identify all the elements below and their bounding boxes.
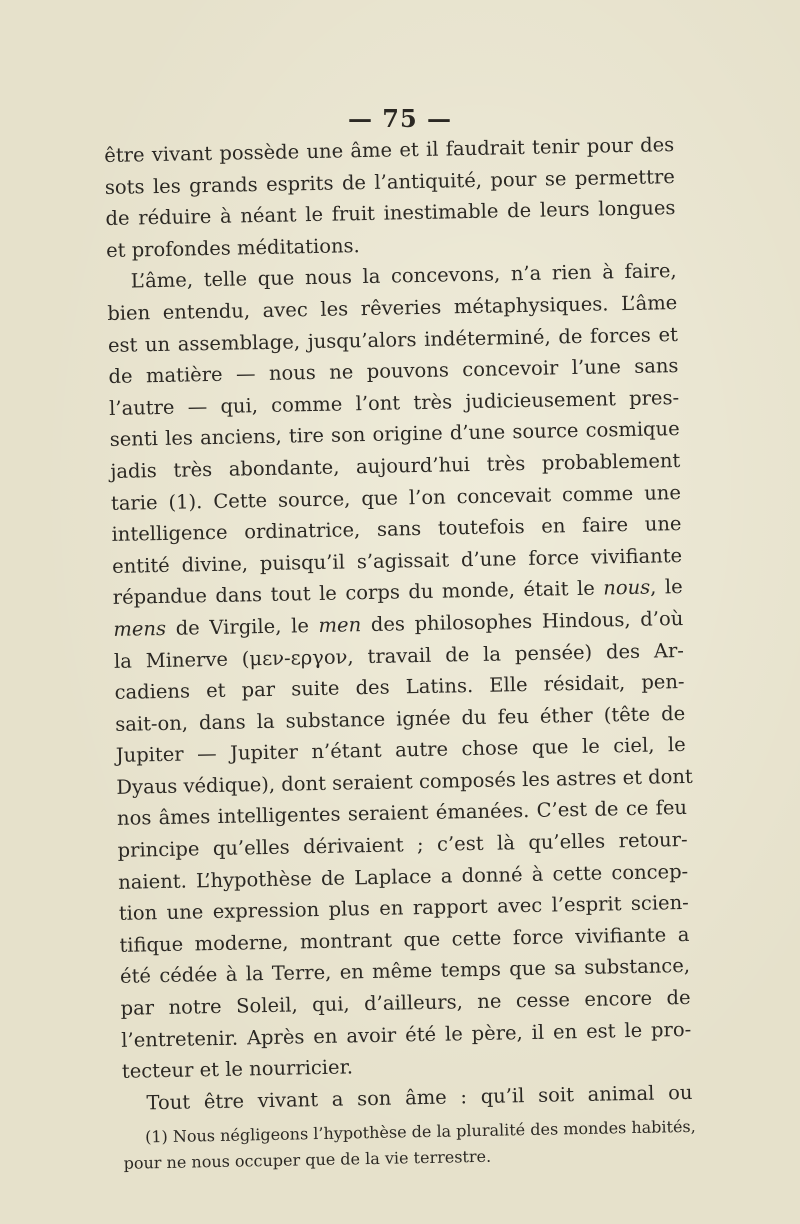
text-line: entité divine, puisqu’il s’agissait d’une force vivifiante [111,543,683,578]
text-line: tarie (1). Cette source, que l’on concevait comme une [110,480,682,515]
text-line: tion une expression plus en rapport avec l’esprit scien- [118,891,689,926]
footnote-line: (1) Nous négligeons l’hypothèse de la pluralité des mondes habités, [144,1117,696,1147]
text-line: tifique moderne, montrant que cette force vivifiante a [119,922,690,957]
text-line: et profondes méditations. [105,233,360,262]
text-line: de réduire à néant le fruit inestimable de leurs longues [105,196,676,231]
italic-word: mens [113,616,167,641]
text-line: tecteur et le nourricier. [121,1055,354,1084]
text-line: bien entendu, avec les rêveries métaphysiques. L’âme [107,290,678,325]
footnote [123,1114,694,1177]
text-line: sots les grands esprits de l’antiquité, pour se permettre [104,164,676,199]
text-line: par notre Soleil, qui, d’ailleurs, ne cesse encore de [120,985,691,1020]
text-line: l’entretenir. Après en avoir été le père, il en est le pro- [121,1017,692,1052]
text-line: être vivant possède une âme et il faudrait tenir pour des [104,133,675,167]
text-line: jadis très abondante, aujourd’hui très probablement [110,448,681,483]
text-run: , le [649,575,683,599]
text-run: de Virgile, le [165,613,319,640]
text-line: sait-on, dans la substance ignée du feu éther (tête de [114,701,686,736]
text-line: naient. L’hypothèse de Laplace a donné à cette concep- [118,859,689,894]
text-line: de matière — nous ne pouvons concevoir l’une sans [108,354,679,389]
body-text [104,129,694,1177]
text-line: principe qu’elles dérivaient ; c’est là qu’elles retour- [117,827,688,862]
text-line: Tout être vivant a son âme : qu’il soit animal ou [146,1080,693,1115]
text-line: la Minerve (μεν-εργον, travail de la pensée) des Ar- [113,638,685,673]
text-line: cadiens et par suite des Latins. Elle résidait, pen- [114,670,685,704]
italic-word: men [318,613,362,637]
text-line: intelligence ordinatrice, sans toutefois en faire une [111,512,682,547]
text-run: répandue dans tout le corps du monde, était le [112,576,604,610]
text-run: des philosophes Hindous, d’où [360,606,684,637]
italic-word: nous [603,575,651,600]
text-line: l’autre — qui, comme l’ont très judicieusement pres- [108,385,680,420]
footnote-line: pour ne nous occuper que de la vie terrestre. [123,1147,492,1174]
text-line: Jupiter — Jupiter n’étant autre chose que le ciel, le [115,733,686,768]
page-number: — 75 — [347,104,453,133]
text-line: senti les anciens, tire son origine d’une source cosmique [109,417,680,452]
text-line: Dyaus védique), dont seraient composés les astres et dont [116,764,693,799]
text-line: été cédée à la Terre, en même temps que sa substance, [119,954,691,989]
text-line: nos âmes intelligentes seraient émanées. C’est de ce feu [116,796,688,831]
body-lines [104,129,693,1119]
text-line: L’âme, telle que nous la concevons, n’a rien à faire, [130,259,677,293]
text-line: est un assemblage, jusqu’alors indéterminé, de forces et [107,322,679,357]
